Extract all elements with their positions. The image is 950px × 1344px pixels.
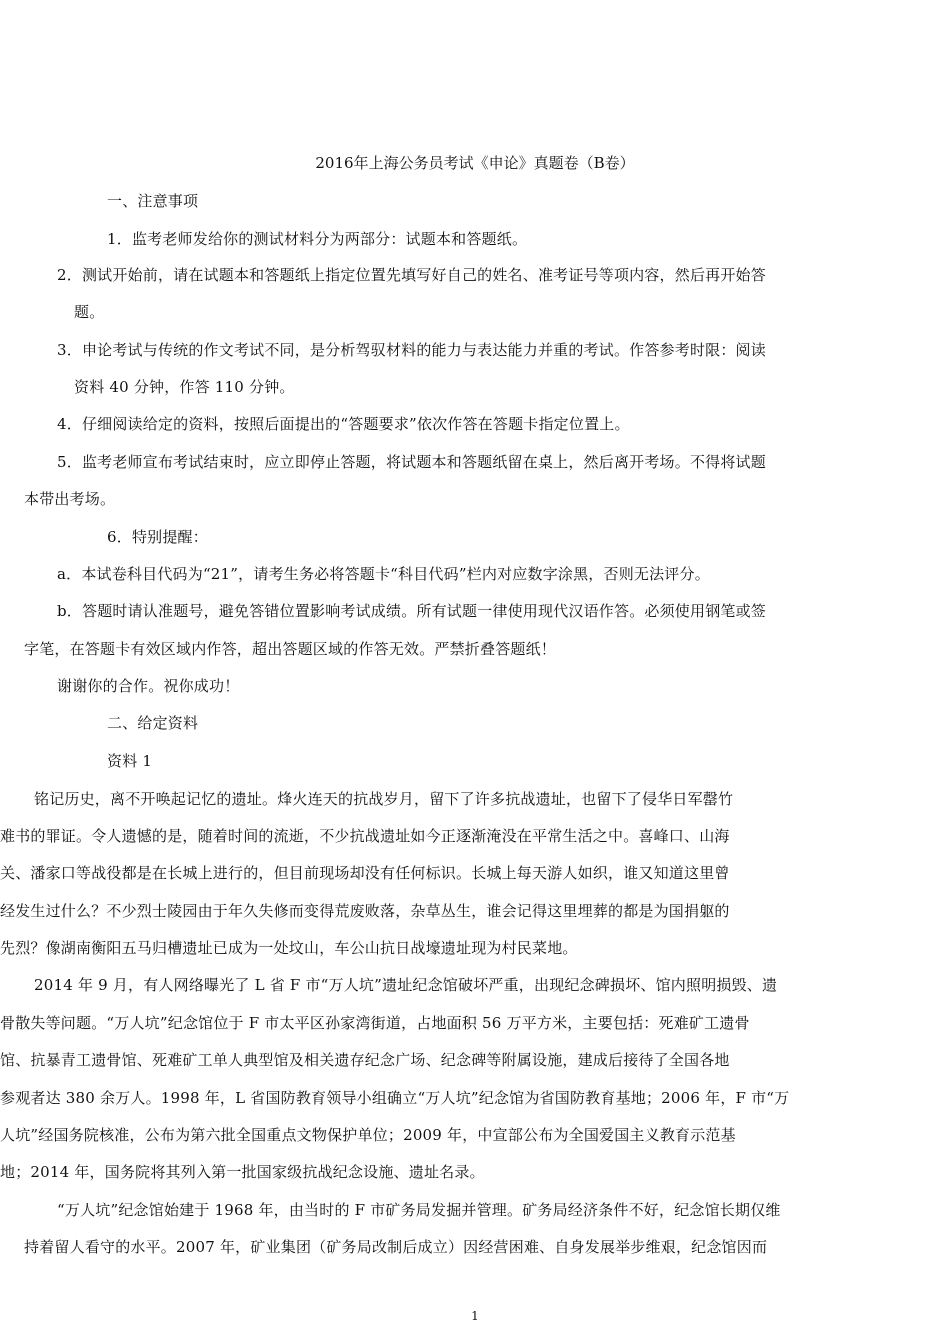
notes-item-5-line-1: 5．监考老师宣布考试结束时，应立即停止答题，将试题本和答题纸留在桌上，然后离开考场。不得将试题 xyxy=(57,453,766,471)
notes-item-1: 1．监考老师发给你的测试材料分为两部分：试题本和答题纸。 xyxy=(107,230,528,248)
paragraph-line: 骨散失等问题。“万人坑”纪念馆位于 F 市太平区孙家湾街道，占地面积 56 万平方米，主要包括：死难矿工遗骨 xyxy=(0,1014,750,1032)
paragraph-line: 人坑”经国务院核准，公布为第六批全国重点文物保护单位；2009 年，中宣部公布为全国爱国主义教育示范基 xyxy=(0,1126,736,1144)
thanks-line: 谢谢你的合作。祝你成功！ xyxy=(57,677,240,695)
paragraph-line: 先烈？像湖南衡阳五马归槽遗址已成为一处坟山，车公山抗日战壕遗址现为村民菜地。 xyxy=(0,939,578,957)
notes-item-5-line-2: 本带出考场。 xyxy=(24,490,116,508)
paragraph-line: 持着留人看守的水平。2007 年，矿业集团（矿务局改制后成立）因经营困难、自身发展举步维艰，纪念馆因而 xyxy=(24,1238,768,1256)
paragraph-line: 关、潘家口等战役都是在长城上进行的，但目前现场却没有任何标识。长城上每天游人如织，谁又知道这里曾 xyxy=(0,864,730,882)
paragraph-line: 参观者达 380 余万人。1998 年，L 省国防教育领导小组确立“万人坑”纪念馆为省国防教育基地；2006 年，F 市“万 xyxy=(0,1089,790,1107)
notes-item-2-line-1: 2．测试开始前，请在试题本和答题纸上指定位置先填写好自己的姓名、准考证号等项内容，然后再开始答 xyxy=(57,266,766,284)
paragraph-line: 馆、抗暴青工遗骨馆、死难矿工单人典型馆及相关遗存纪念广场、纪念碑等附属设施，建成后接待了全国各地 xyxy=(0,1051,730,1069)
notes-item-6b-line-1: b．答题时请认准题号，避免答错位置影响考试成绩。所有试题一律使用现代汉语作答。必须使用钢笔或签 xyxy=(57,602,767,620)
section-heading-notes: 一、注意事项 xyxy=(107,192,199,210)
paragraph-line: 难书的罪证。令人遗憾的是，随着时间的流逝，不少抗战遗址如今正逐渐淹没在平常生活之中。喜峰口、山海 xyxy=(0,827,730,845)
document-title: 2016年上海公务员考试《申论》真题卷（B卷） xyxy=(315,154,635,172)
notes-item-3-line-2: 资料 40 分钟，作答 110 分钟。 xyxy=(74,378,295,396)
page-number: 1 xyxy=(471,1309,479,1323)
notes-item-2-line-2: 题。 xyxy=(74,303,105,321)
paragraph-line: 2014 年 9 月，有人网络曝光了 L 省 F 市“万人坑”遗址纪念馆破坏严重，出现纪念碑损坏、馆内照明损毁、遗 xyxy=(34,976,778,994)
paragraph-line: 地；2014 年，国务院将其列入第一批国家级抗战纪念设施、遗址名录。 xyxy=(0,1163,485,1181)
notes-item-6a: a．本试卷科目代码为“21”，请考生务必将答题卡“科目代码”栏内对应数字涂黑，否则无法评分。 xyxy=(57,565,710,583)
paragraph-line: “万人坑”纪念馆始建于 1968 年，由当时的 F 市矿务局发掘并管理。矿务局经济条件不好，纪念馆长期仅维 xyxy=(57,1201,781,1219)
paragraph-line: 铭记历史，离不开唤起记忆的遗址。烽火连天的抗战岁月，留下了许多抗战遗址，也留下了侵华日军罄竹 xyxy=(34,790,734,808)
notes-item-6: 6．特别提醒： xyxy=(107,528,208,546)
notes-item-3-line-1: 3．申论考试与传统的作文考试不同，是分析驾驭材料的能力与表达能力并重的考试。作答参考时限：阅读 xyxy=(57,341,766,359)
material-1-heading: 资料 1 xyxy=(107,752,153,770)
section-heading-materials: 二、给定资料 xyxy=(107,714,199,732)
paragraph-line: 经发生过什么？不少烈士陵园由于年久失修而变得荒废败落，杂草丛生，谁会记得这里埋葬的都是为国捐躯的 xyxy=(0,902,730,920)
notes-item-6b-line-2: 字笔，在答题卡有效区域内作答，超出答题区域的作答无效。严禁折叠答题纸！ xyxy=(24,640,557,658)
notes-item-4: 4．仔细阅读给定的资料，按照后面提出的“答题要求”依次作答在答题卡指定位置上。 xyxy=(57,415,630,433)
